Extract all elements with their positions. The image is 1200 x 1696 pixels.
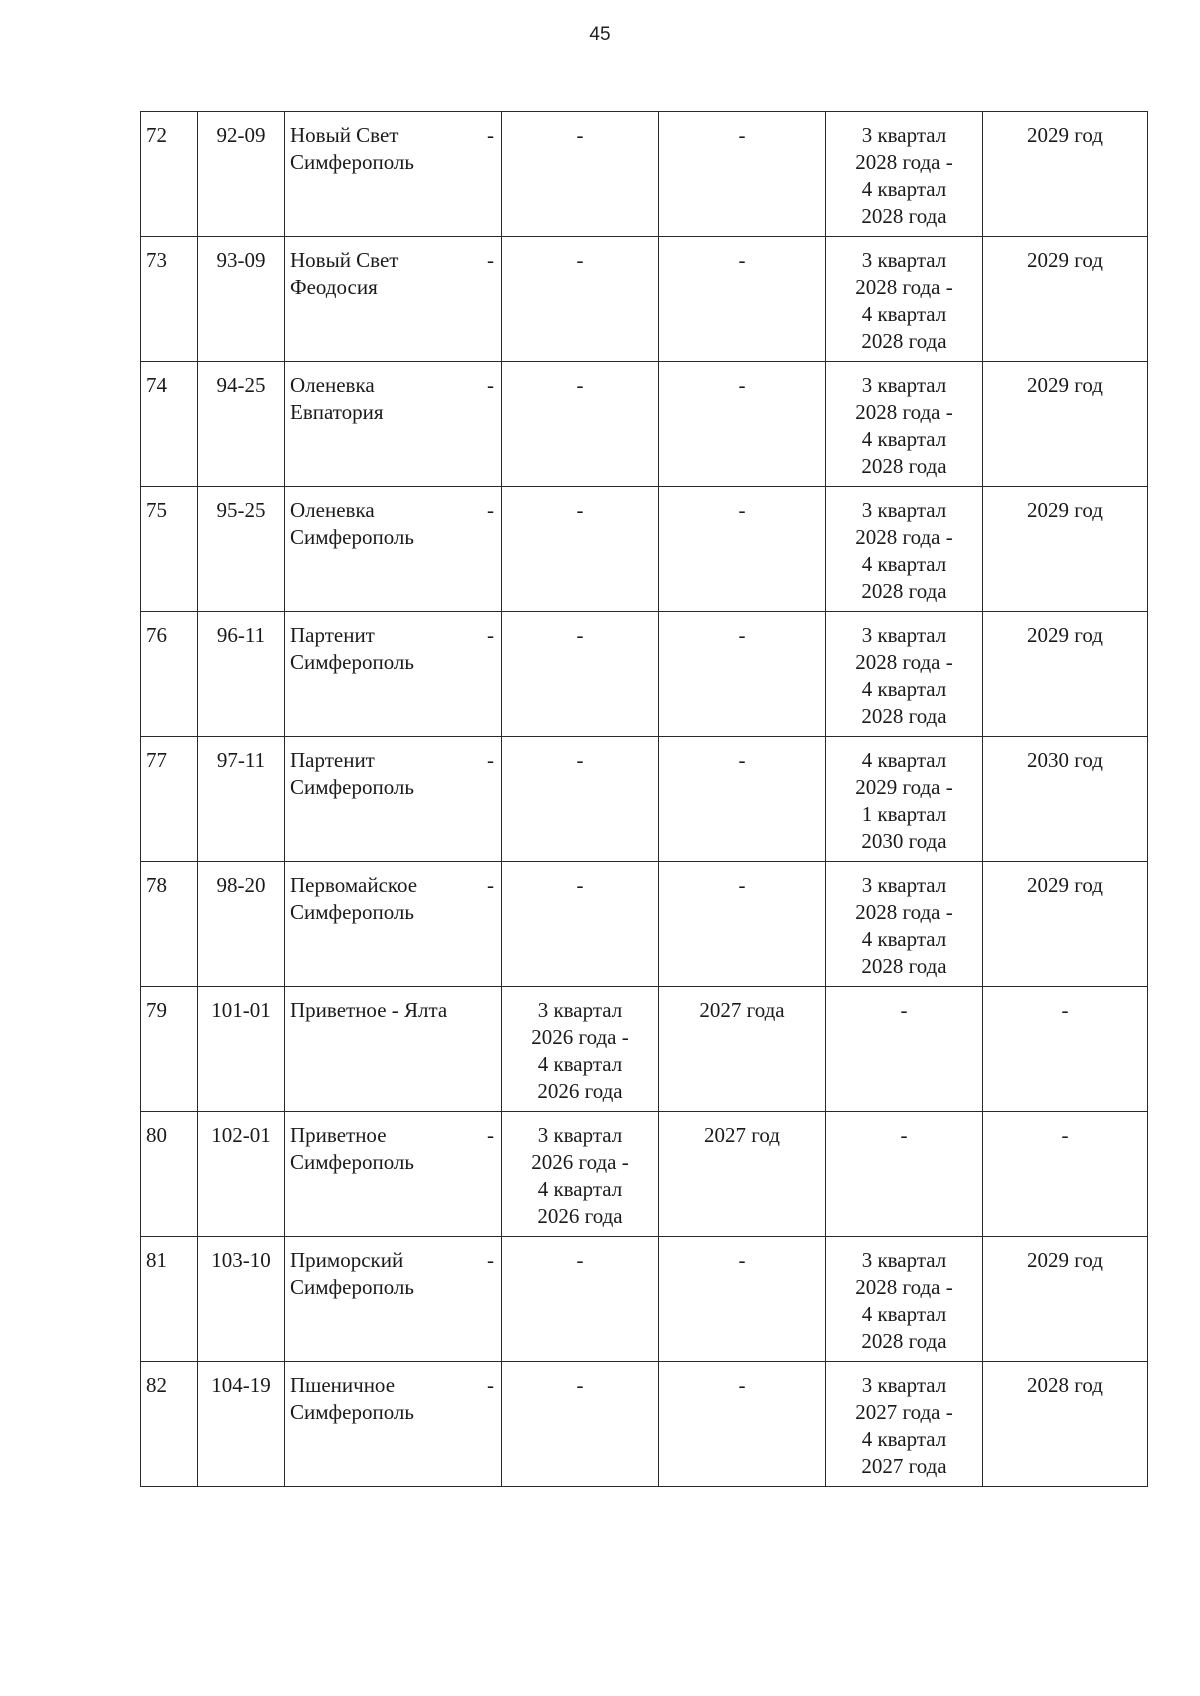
cell-col4	[502, 862, 659, 987]
cell-text-line: 2028 года -	[855, 1275, 953, 1299]
cell-text-line: 2030 год	[1027, 748, 1103, 772]
route-first-line	[290, 497, 496, 524]
cell-text-line: -	[738, 748, 746, 772]
cell-text-line: 4 квартал	[861, 1427, 947, 1451]
cell-text-line: 2028 года	[861, 204, 947, 228]
cell-text-line: -	[576, 873, 584, 897]
cell-text-line: 4 квартал	[861, 1302, 947, 1326]
cell-col5	[659, 237, 826, 362]
route-separator: -	[487, 248, 494, 272]
table-body	[141, 112, 1148, 1487]
cell-col5	[659, 487, 826, 612]
table-row	[141, 987, 1148, 1112]
route-separator: -	[487, 748, 494, 772]
cell-text-line: 2028 года	[861, 579, 947, 603]
table-row	[141, 1112, 1148, 1237]
cell-text-line: 2026 года -	[531, 1150, 629, 1174]
cell-row-number: 74	[141, 362, 198, 487]
route-separator: -	[487, 498, 494, 522]
route-destination: Симферополь	[290, 775, 414, 799]
route-origin: Партенит	[290, 623, 375, 647]
cell-text-line: 2029 год	[1027, 1248, 1103, 1272]
cell-col7	[983, 487, 1148, 612]
cell-col7	[983, 987, 1148, 1112]
cell-text-line: 2026 года -	[531, 1025, 629, 1049]
cell-col4	[502, 487, 659, 612]
cell-text-line: -	[900, 1123, 908, 1147]
cell-text-line: 3 квартал	[861, 1373, 947, 1397]
cell-route-name	[285, 487, 502, 612]
route-separator: -	[487, 623, 494, 647]
page-number: 45	[589, 24, 611, 45]
cell-col5	[659, 737, 826, 862]
route-separator: -	[487, 1248, 494, 1272]
cell-text-line: -	[900, 998, 908, 1022]
route-destination: Симферополь	[290, 1275, 414, 1299]
route-origin: Приветное	[290, 1123, 387, 1147]
cell-row-number: 81	[141, 1237, 198, 1362]
route-first-line	[290, 622, 496, 649]
table-row	[141, 737, 1148, 862]
cell-col6	[826, 362, 983, 487]
cell-text-line: 4 квартал	[861, 552, 947, 576]
route-first-line	[290, 372, 496, 399]
cell-col7	[983, 1362, 1148, 1487]
cell-text-line: 4 квартал	[861, 427, 947, 451]
cell-col7	[983, 862, 1148, 987]
cell-route-name	[285, 737, 502, 862]
cell-row-number: 82	[141, 1362, 198, 1487]
cell-text-line: 2027 года	[699, 998, 785, 1022]
cell-text-line: -	[576, 623, 584, 647]
cell-col6	[826, 987, 983, 1112]
route-destination: Симферополь	[290, 900, 414, 924]
cell-text-line: 2026 года	[537, 1204, 623, 1228]
table-row	[141, 362, 1148, 487]
cell-col4	[502, 737, 659, 862]
route-origin: Пшеничное	[290, 1373, 396, 1397]
cell-text-line: -	[576, 1373, 584, 1397]
cell-text-line: -	[576, 1248, 584, 1272]
cell-text-line: 3 квартал	[861, 373, 947, 397]
route-destination: Симферополь	[290, 1150, 414, 1174]
table-row	[141, 487, 1148, 612]
cell-row-number: 80	[141, 1112, 198, 1237]
cell-text-line: 2029 год	[1027, 373, 1103, 397]
cell-text-line: 2028 года	[861, 329, 947, 353]
cell-text-line: 1 квартал	[861, 802, 947, 826]
route-first-line	[290, 1247, 496, 1274]
cell-col5	[659, 362, 826, 487]
cell-text-line: 4 квартал	[861, 302, 947, 326]
cell-text-line: 2028 года -	[855, 525, 953, 549]
cell-route-code: 102-01	[198, 1112, 285, 1237]
route-separator: -	[487, 873, 494, 897]
route-destination: Симферополь	[290, 150, 414, 174]
cell-col4	[502, 237, 659, 362]
cell-text-line: 2028 года -	[855, 275, 953, 299]
cell-route-name	[285, 362, 502, 487]
route-origin: Приветное - Ялта	[290, 998, 448, 1022]
route-destination: Симферополь	[290, 525, 414, 549]
cell-col7	[983, 362, 1148, 487]
route-separator: -	[487, 373, 494, 397]
cell-col4	[502, 612, 659, 737]
route-origin: Приморский	[290, 1248, 404, 1272]
cell-text-line: 2028 года	[861, 704, 947, 728]
cell-text-line: 3 квартал	[861, 1248, 947, 1272]
cell-col7	[983, 1112, 1148, 1237]
cell-col4	[502, 112, 659, 237]
route-separator: -	[487, 1373, 494, 1397]
route-separator: -	[487, 1123, 494, 1147]
cell-text-line: 2027 года -	[855, 1400, 953, 1424]
cell-text-line: -	[1061, 998, 1069, 1022]
cell-text-line: 2029 год	[1027, 248, 1103, 272]
cell-route-name	[285, 862, 502, 987]
cell-row-number: 79	[141, 987, 198, 1112]
cell-text-line: -	[738, 623, 746, 647]
route-origin: Первомайское	[290, 873, 418, 897]
cell-col5	[659, 1237, 826, 1362]
cell-text-line: 3 квартал	[861, 123, 947, 147]
cell-text-line: 2028 года -	[855, 150, 953, 174]
cell-text-line: -	[576, 248, 584, 272]
cell-route-code: 94-25	[198, 362, 285, 487]
cell-text-line: 4 квартал	[537, 1052, 623, 1076]
route-origin: Оленевка	[290, 373, 375, 397]
cell-text-line: -	[576, 373, 584, 397]
cell-route-code: 104-19	[198, 1362, 285, 1487]
cell-row-number: 76	[141, 612, 198, 737]
cell-route-code: 93-09	[198, 237, 285, 362]
route-origin: Новый Свет	[290, 123, 399, 147]
cell-col6	[826, 1362, 983, 1487]
cell-col6	[826, 1237, 983, 1362]
cell-col5	[659, 612, 826, 737]
cell-row-number: 78	[141, 862, 198, 987]
table-row	[141, 237, 1148, 362]
cell-text-line: 2029 год	[1027, 873, 1103, 897]
cell-text-line: 2027 год	[704, 1123, 780, 1147]
cell-col7	[983, 112, 1148, 237]
cell-text-line: 4 квартал	[537, 1177, 623, 1201]
cell-col7	[983, 737, 1148, 862]
cell-col6	[826, 237, 983, 362]
cell-col5	[659, 112, 826, 237]
cell-col5	[659, 1362, 826, 1487]
cell-text-line: 3 квартал	[861, 498, 947, 522]
table-row	[141, 862, 1148, 987]
route-destination: Симферополь	[290, 1400, 414, 1424]
cell-col5	[659, 862, 826, 987]
cell-text-line: 4 квартал	[861, 677, 947, 701]
cell-route-name	[285, 237, 502, 362]
cell-text-line: 2028 года -	[855, 400, 953, 424]
cell-route-code: 96-11	[198, 612, 285, 737]
cell-text-line: 2029 год	[1027, 623, 1103, 647]
cell-route-code: 95-25	[198, 487, 285, 612]
cell-text-line: 4 квартал	[861, 748, 947, 772]
cell-text-line: 2029 год	[1027, 123, 1103, 147]
cell-route-name	[285, 1112, 502, 1237]
cell-col6	[826, 737, 983, 862]
route-first-line	[290, 872, 496, 899]
cell-text-line: -	[738, 1373, 746, 1397]
cell-route-code: 101-01	[198, 987, 285, 1112]
cell-text-line: 2028 года	[861, 1329, 947, 1353]
table-row	[141, 1237, 1148, 1362]
cell-col6	[826, 612, 983, 737]
cell-route-code: 92-09	[198, 112, 285, 237]
cell-text-line: 2028 года	[861, 954, 947, 978]
cell-col6	[826, 862, 983, 987]
cell-text-line: -	[738, 373, 746, 397]
cell-text-line: -	[738, 248, 746, 272]
table-row	[141, 112, 1148, 237]
cell-text-line: 3 квартал	[861, 248, 947, 272]
cell-route-code: 103-10	[198, 1237, 285, 1362]
cell-text-line: -	[576, 498, 584, 522]
cell-col6	[826, 112, 983, 237]
cell-row-number: 72	[141, 112, 198, 237]
route-first-line	[290, 747, 496, 774]
cell-route-name	[285, 1237, 502, 1362]
cell-text-line: 2028 года -	[855, 900, 953, 924]
cell-route-name	[285, 612, 502, 737]
route-destination: Симферополь	[290, 650, 414, 674]
route-first-line	[290, 247, 496, 274]
routes-table	[140, 111, 1148, 1487]
cell-text-line: 3 квартал	[537, 998, 623, 1022]
cell-route-name	[285, 1362, 502, 1487]
cell-text-line: 2028 года -	[855, 650, 953, 674]
cell-col5	[659, 1112, 826, 1237]
cell-col4	[502, 1362, 659, 1487]
cell-col7	[983, 1237, 1148, 1362]
cell-text-line: 2030 года	[861, 829, 947, 853]
route-separator: -	[487, 123, 494, 147]
route-destination: Евпатория	[290, 400, 384, 424]
cell-route-code: 98-20	[198, 862, 285, 987]
cell-text-line: -	[738, 123, 746, 147]
cell-text-line: -	[576, 748, 584, 772]
cell-col4	[502, 362, 659, 487]
cell-col6	[826, 487, 983, 612]
cell-text-line: 4 квартал	[861, 177, 947, 201]
cell-route-name	[285, 112, 502, 237]
cell-col7	[983, 612, 1148, 737]
cell-text-line: 3 квартал	[537, 1123, 623, 1147]
cell-text-line: -	[576, 123, 584, 147]
route-origin: Партенит	[290, 748, 375, 772]
route-first-line	[290, 1372, 496, 1399]
cell-text-line: 3 квартал	[861, 873, 947, 897]
cell-col4	[502, 1237, 659, 1362]
cell-col4	[502, 1112, 659, 1237]
cell-row-number: 75	[141, 487, 198, 612]
table-row	[141, 1362, 1148, 1487]
cell-route-code: 97-11	[198, 737, 285, 862]
cell-text-line: 2029 год	[1027, 498, 1103, 522]
cell-row-number: 73	[141, 237, 198, 362]
route-destination: Феодосия	[290, 275, 378, 299]
route-origin: Новый Свет	[290, 248, 399, 272]
route-origin: Оленевка	[290, 498, 375, 522]
route-first-line	[290, 1122, 496, 1149]
cell-text-line: 2027 года	[861, 1454, 947, 1478]
cell-text-line: 3 квартал	[861, 623, 947, 647]
cell-text-line: 2026 года	[537, 1079, 623, 1103]
route-first-line	[290, 997, 496, 1024]
cell-col4	[502, 987, 659, 1112]
cell-text-line: -	[738, 1248, 746, 1272]
table-row	[141, 612, 1148, 737]
cell-text-line: -	[1061, 1123, 1069, 1147]
cell-col5	[659, 987, 826, 1112]
cell-col6	[826, 1112, 983, 1237]
cell-text-line: -	[738, 498, 746, 522]
cell-col7	[983, 237, 1148, 362]
cell-text-line: 2029 года -	[855, 775, 953, 799]
route-first-line	[290, 122, 496, 149]
cell-text-line: 2028 год	[1027, 1373, 1103, 1397]
cell-route-name	[285, 987, 502, 1112]
cell-row-number: 77	[141, 737, 198, 862]
cell-text-line: 2028 года	[861, 454, 947, 478]
cell-text-line: -	[738, 873, 746, 897]
cell-text-line: 4 квартал	[861, 927, 947, 951]
